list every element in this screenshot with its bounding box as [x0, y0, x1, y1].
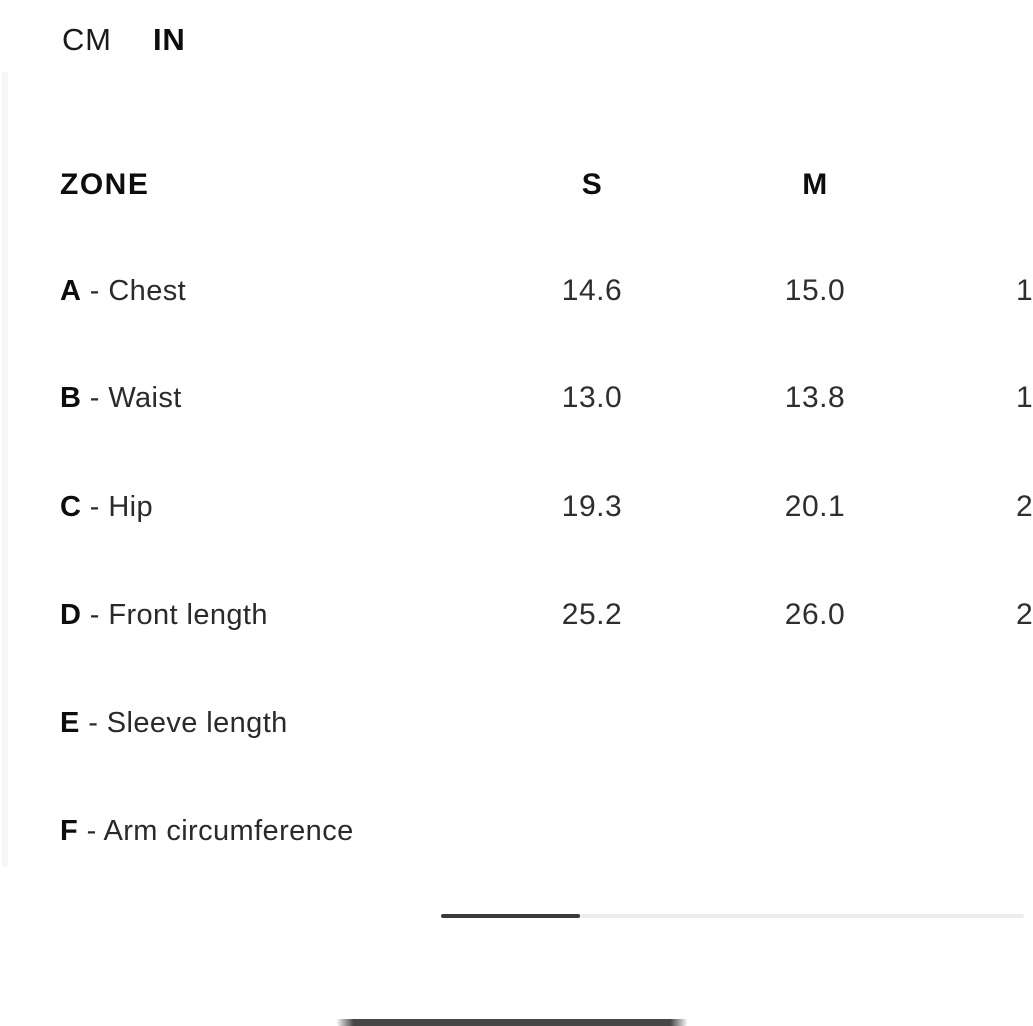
unit-option-cm[interactable]: CM [62, 22, 112, 57]
zone-letter: F [60, 815, 79, 847]
measurement-name: Hip [108, 491, 154, 523]
measurement-label [60, 595, 268, 635]
cutoff-value: 2 [1016, 490, 1033, 523]
zone-letter: E [60, 707, 80, 739]
table-row [0, 487, 1033, 527]
size-column-header-s: S [581, 168, 603, 201]
label-separator: - [81, 599, 109, 631]
label-separator: - [78, 815, 104, 847]
value-m: 20.1 [784, 490, 846, 523]
measurement-label [60, 811, 354, 851]
measurement-label [60, 487, 153, 527]
value-m: 13.8 [784, 381, 846, 414]
table-row [0, 595, 1033, 635]
value-s: 14.6 [561, 274, 623, 307]
cutoff-value: 2 [1016, 598, 1033, 631]
value-m: 26.0 [784, 598, 846, 631]
zone-letter: B [60, 382, 82, 414]
home-indicator[interactable] [336, 1019, 688, 1026]
table-row [0, 703, 1024, 743]
measurement-name: Front length [108, 599, 268, 631]
measurement-name: Waist [108, 382, 182, 414]
label-separator: - [81, 382, 109, 414]
measurement-name: Chest [108, 275, 187, 307]
measurement-name: Sleeve length [106, 707, 288, 739]
cutoff-value: 1 [1016, 381, 1033, 414]
unit-option-in[interactable]: IN [153, 22, 186, 57]
value-s: 13.0 [561, 381, 623, 414]
table-row [0, 271, 1033, 311]
horizontal-scrollbar-thumb[interactable] [441, 914, 580, 918]
measurement-name: Arm circumference [103, 815, 354, 847]
measurement-label [60, 378, 182, 418]
table-header-row [0, 165, 1024, 205]
measurement-label [60, 703, 288, 743]
zone-letter: D [60, 599, 82, 631]
value-m: 15.0 [784, 274, 846, 307]
horizontal-scrollbar-track[interactable] [441, 914, 1024, 918]
measurement-label [60, 271, 186, 311]
value-s: 19.3 [561, 490, 623, 523]
table-row [0, 378, 1033, 418]
label-separator: - [81, 275, 109, 307]
size-column-header-m: M [802, 168, 828, 201]
cutoff-value: 1 [1016, 274, 1033, 307]
zone-letter: C [60, 491, 82, 523]
zone-letter: A [60, 275, 82, 307]
label-separator: - [81, 491, 109, 523]
table-row [0, 811, 1024, 851]
zone-column-header: ZONE [60, 168, 150, 201]
label-separator: - [79, 707, 107, 739]
value-s: 25.2 [561, 598, 623, 631]
